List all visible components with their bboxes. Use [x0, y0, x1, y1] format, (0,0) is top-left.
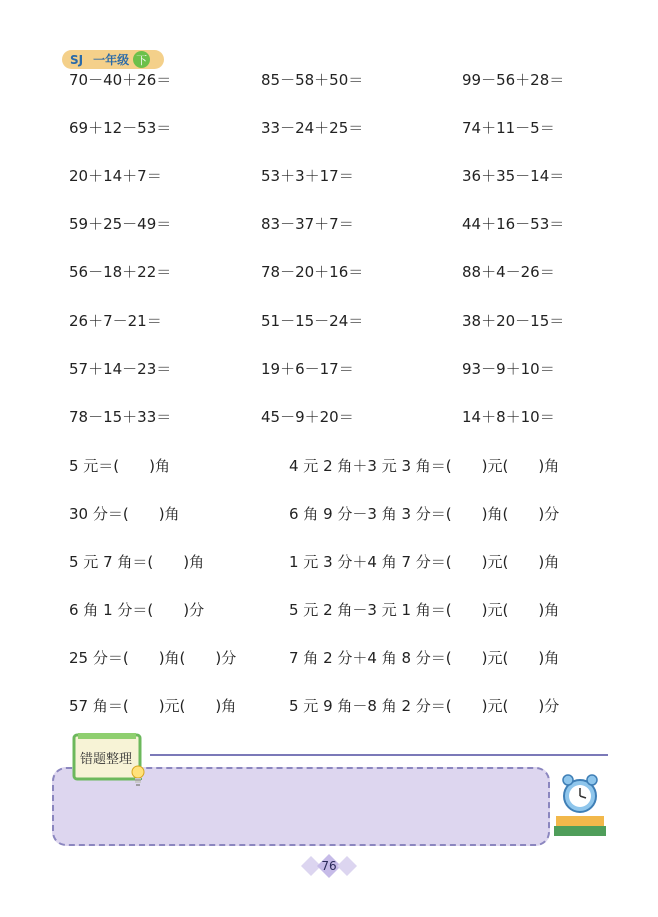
equation: 20＋14＋7＝	[69, 167, 162, 185]
equation: 53＋3＋17＝	[261, 167, 354, 185]
money-problem: 5 元＝( )角	[69, 457, 171, 475]
lightbulb-icon	[130, 765, 146, 787]
alarm-clock-icon	[552, 770, 608, 838]
equation: 57＋14－23＝	[69, 360, 172, 378]
money-problem: 5 元 2 角－3 元 1 角＝( )元( )角	[289, 601, 560, 619]
money-problem: 25 分＝( )角( )分	[69, 649, 237, 667]
equation: 88＋4－26＝	[462, 263, 555, 281]
equation: 26＋7－21＝	[69, 312, 162, 330]
mistakes-title: 错题整理	[80, 752, 133, 767]
equation: 99－56＋28＝	[462, 71, 565, 89]
equation: 93－9＋10＝	[462, 360, 555, 378]
equation: 51－15－24＝	[261, 312, 364, 330]
equation: 74＋11－5＝	[462, 119, 555, 137]
grade-label: 一年级	[93, 53, 130, 67]
equation: 38＋20－15＝	[462, 312, 565, 330]
money-problem: 1 元 3 分＋4 角 7 分＝( )元( )角	[289, 553, 560, 571]
equation: 44＋16－53＝	[462, 215, 565, 233]
grade-badge	[62, 50, 164, 69]
equation: 33－24＋25＝	[261, 119, 364, 137]
money-problem: 6 角 9 分－3 角 3 分＝( )角( )分	[289, 505, 560, 523]
page-number: 76	[321, 859, 337, 873]
equation: 19＋6－17＝	[261, 360, 354, 378]
money-problem: 6 角 1 分＝( )分	[69, 601, 205, 619]
equation: 85－58＋50＝	[261, 71, 364, 89]
page-number-badge	[301, 853, 357, 879]
equation: 56－18＋22＝	[69, 263, 172, 281]
money-problem: 57 角＝( )元( )角	[69, 697, 237, 715]
money-problem: 5 元 7 角＝( )角	[69, 553, 205, 571]
equation: 70－40＋26＝	[69, 71, 172, 89]
equation: 83－37＋7＝	[261, 215, 354, 233]
equation: 36＋35－14＝	[462, 167, 565, 185]
equation: 45－9＋20＝	[261, 408, 354, 426]
equation: 78－20＋16＝	[261, 263, 364, 281]
money-problem: 5 元 9 角－8 角 2 分＝( )元( )分	[289, 697, 560, 715]
money-problem: 7 角 2 分＋4 角 8 分＝( )元( )角	[289, 649, 560, 667]
series-code: SJ	[70, 52, 84, 67]
equation: 69＋12－53＝	[69, 119, 172, 137]
term-badge: 下	[133, 51, 150, 68]
money-problem: 30 分＝( )角	[69, 505, 180, 523]
equation: 14＋8＋10＝	[462, 408, 555, 426]
equation: 59＋25－49＝	[69, 215, 172, 233]
money-problem: 4 元 2 角＋3 元 3 角＝( )元( )角	[289, 457, 560, 475]
section-divider	[150, 754, 608, 756]
equation: 78－15＋33＝	[69, 408, 172, 426]
